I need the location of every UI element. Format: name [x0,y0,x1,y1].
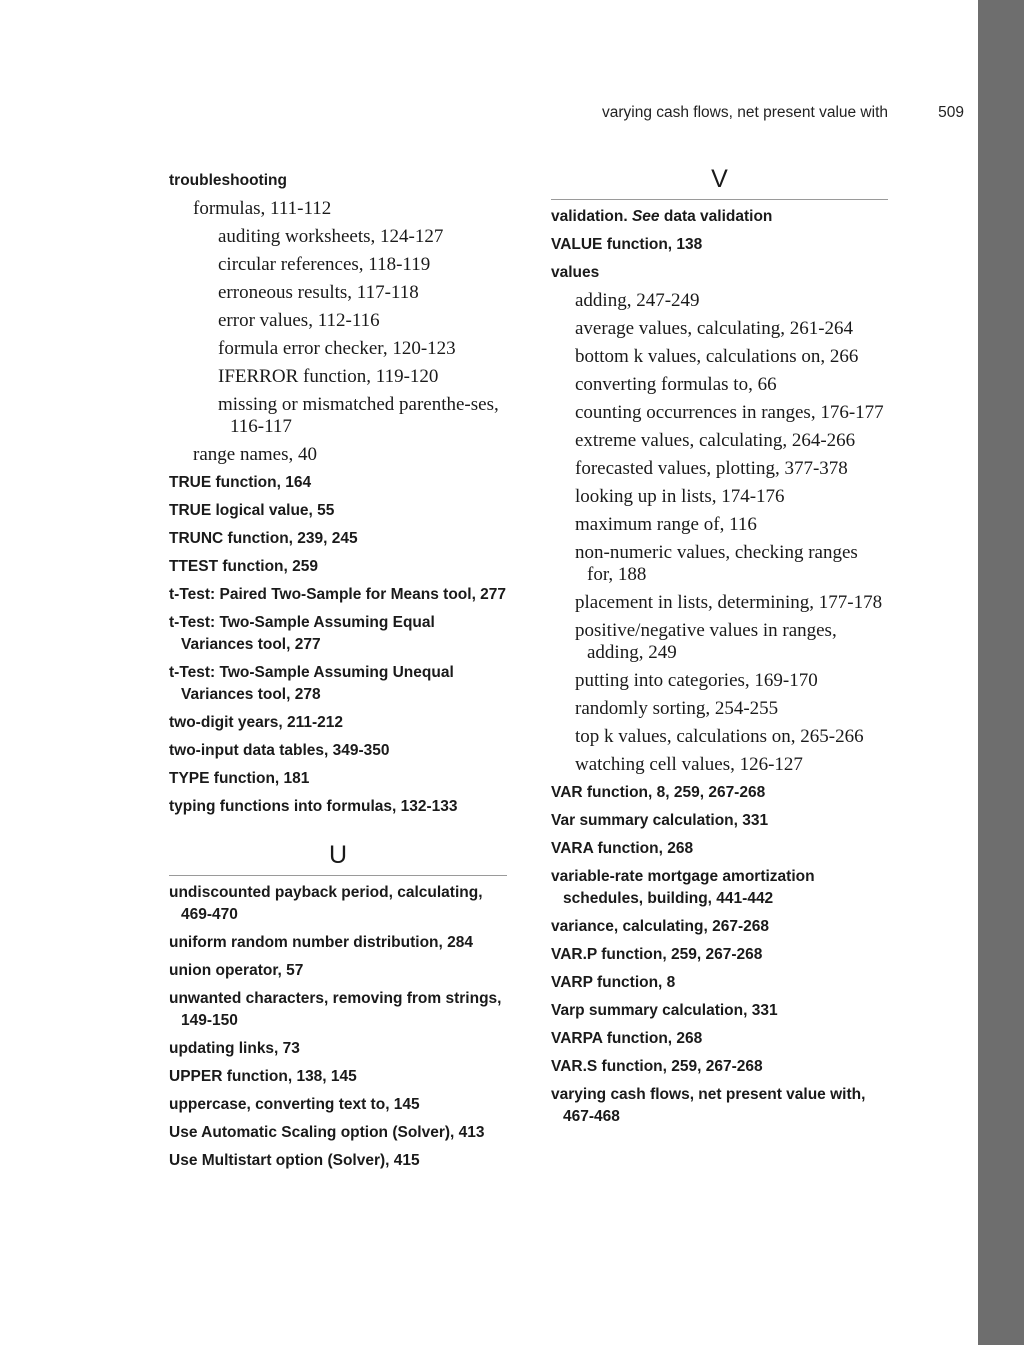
index-entry: t-Test: Paired Two-Sample for Means tool, 277 [169,586,507,603]
index-entry: watching cell values, 126-127 [575,754,803,775]
index-entry: circular references, 118-119 [218,254,431,275]
index-entry: auditing worksheets, 124-127 [218,226,444,247]
index-entry: maximum range of, 116 [575,514,757,535]
index-entry: Var summary calculation, 331 [551,812,769,829]
section-letter-v: V [551,164,888,200]
index-entry: updating links, 73 [169,1040,300,1057]
validation-entry-text: validation. [551,208,632,225]
index-entry: looking up in lists, 174-176 [575,486,785,507]
index-entry: variance, calculating, 267-268 [551,918,769,935]
page-edge-bar [978,0,1024,1345]
index-entry-validation [551,206,888,228]
index-entry: formulas, 111-112 [193,198,332,219]
index-entry: t-Test: Two-Sample Assuming Unequal Variances tool, 278 [169,664,454,703]
section-letter-u: U [169,840,507,876]
index-entry: values [551,264,600,281]
index-entry: typing functions into formulas, 132-133 [169,798,458,815]
index-entry: converting formulas to, 66 [575,374,777,395]
index-entry: Varp summary calculation, 331 [551,1002,778,1019]
index-entry: extreme values, calculating, 264-266 [575,430,856,451]
index-entry: two-input data tables, 349-350 [169,742,390,759]
index-entry: TYPE function, 181 [169,770,310,787]
running-head: varying cash flows, net present value with [601,104,888,121]
index-entry: putting into categories, 169-170 [575,670,818,691]
index-entry: Use Multistart option (Solver), 415 [169,1152,420,1169]
index-entry: randomly sorting, 254-255 [575,698,779,719]
index-entry: non-numeric values, checking ranges for, 188 [575,542,858,585]
u-entry-list [169,882,507,1172]
index-entry: two-digit years, 211-212 [169,714,344,731]
index-entry: variable-rate mortgage amortization schedules, building, 441-442 [551,868,815,907]
index-entry: placement in lists, determining, 177-178 [575,592,883,613]
index-entry: VALUE function, 138 [551,236,703,253]
validation-entry-target: data validation [659,208,773,225]
index-entry: TRUE function, 164 [169,474,312,491]
index-entry: VARA function, 268 [551,840,694,857]
index-entry: positive/negative values in ranges, adding, 249 [575,620,837,663]
v-entry-list [551,234,888,1128]
left-entry-list [169,170,507,818]
index-entry: VARP function, 8 [551,974,676,991]
right-column [551,164,888,1128]
index-entry: adding, 247-249 [575,290,700,311]
index-entry: TTEST function, 259 [169,558,318,575]
index-entry: forecasted values, plotting, 377-378 [575,458,848,479]
index-entry: erroneous results, 117-118 [218,282,419,303]
index-entry: undiscounted payback period, calculating, 469-470 [169,884,483,923]
index-entry: VARPA function, 268 [551,1030,703,1047]
index-entry: counting occurrences in ranges, 176-177 [575,402,884,423]
index-entry: varying cash flows, net present value with, 467-468 [551,1086,866,1125]
index-entry: VAR function, 8, 259, 267-268 [551,784,766,801]
index-entry: missing or mismatched parenthe-ses, 116-117 [218,394,499,437]
index-entry: bottom k values, calculations on, 266 [575,346,859,367]
index-entry: TRUE logical value, 55 [169,502,335,519]
see-reference: See [631,208,660,225]
index-entry: troubleshooting [169,172,287,189]
index-entry: range names, 40 [193,444,317,465]
index-entry: t-Test: Two-Sample Assuming Equal Variances tool, 277 [169,614,435,653]
index-entry: top k values, calculations on, 265-266 [575,726,864,747]
index-entry: IFERROR function, 119-120 [218,366,439,387]
index-entry: VAR.S function, 259, 267-268 [551,1058,763,1075]
index-entry: uppercase, converting text to, 145 [169,1096,420,1113]
page-number: 509 [938,104,964,121]
index-entry: union operator, 57 [169,962,304,979]
index-entry: VAR.P function, 259, 267-268 [551,946,763,963]
index-entry: Use Automatic Scaling option (Solver), 413 [169,1124,485,1141]
index-entry: uniform random number distribution, 284 [169,934,473,951]
index-entry: formula error checker, 120-123 [218,338,456,359]
index-entry: unwanted characters, removing from strings, 149-150 [169,990,502,1029]
index-entry: TRUNC function, 239, 245 [169,530,358,547]
index-entry: UPPER function, 138, 145 [169,1068,357,1085]
index-entry: error values, 112-116 [218,310,380,331]
index-entry: average values, calculating, 261-264 [575,318,854,339]
left-column [169,164,507,1172]
